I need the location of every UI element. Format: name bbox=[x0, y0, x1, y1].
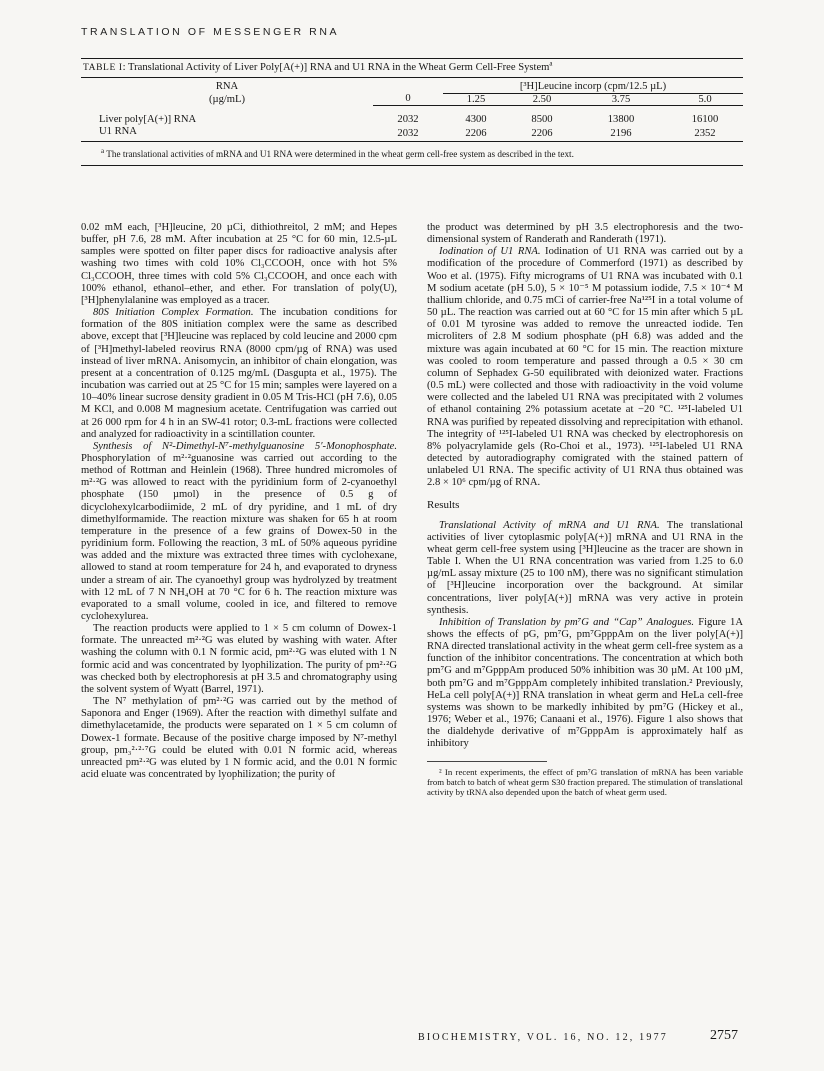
paragraph-text: the product was determined by pH 3.5 electrophoresis and the two-dimensional system of Randerath and Randerath (1971). bbox=[427, 222, 743, 246]
table-1 bbox=[81, 58, 743, 166]
paragraph-text: Phosphorylation of m²·²guanosine was carried out according to the method of Rottman and Heinlein (1968). Three hundred micromoles of m²·²G was allowed to react with the pyridinium form of 2-cyanoethyl phosphate (150 µmol) in the presence of 0.5 g of dicyclohexylcarbodiimide, 2 mL of dry pyridine, and 1 mL of dry dimethylformamide. The reaction mixture was shaken for 65 h at room temperature in the presence of a few grains of Dowex-50 in the pyridinium form. Following the reaction, 3 mL of 50% aqueous pyridine was added and the mixture was extracted three times with cyclohexane, allowed to stand at room temperature for 24 h, and evaporated to dryness under a stream of air. The cyanoethyl group was hydrolyzed by treatment with 12 mL of 7 N NH₄OH at 70 °C for 6 h. The reaction mixture was evaporated to a small volume, cooled in ice, and filtered to remove cyclohexylurea. bbox=[81, 452, 397, 622]
row-header-units: (µg/mL) bbox=[208, 93, 246, 105]
table-row bbox=[81, 114, 743, 126]
table-cell: 2032 bbox=[397, 127, 419, 139]
table-title: : Translational Activity of Liver Poly[A(+)] RNA and U1 RNA in the Wheat Germ Cell-Free System bbox=[122, 62, 550, 73]
table-footnote-mark: a bbox=[101, 146, 105, 155]
paragraph bbox=[427, 246, 743, 489]
paragraph bbox=[81, 441, 397, 623]
footnote-rule bbox=[427, 761, 547, 762]
paragraph bbox=[427, 222, 743, 246]
row-label: U1 RNA bbox=[99, 125, 137, 137]
section-heading: Results bbox=[427, 499, 460, 512]
right-column bbox=[427, 222, 743, 797]
paragraph bbox=[81, 623, 397, 696]
table-grid bbox=[81, 78, 743, 141]
table-title-mark: a bbox=[549, 59, 553, 68]
table-cell: 4300 bbox=[465, 114, 487, 125]
table-footnote-text: The translational activities of mRNA and U1 RNA were determined in the wheat germ cell-free system as described in the text. bbox=[106, 149, 574, 159]
paragraph-text: The N⁷ methylation of pm²·²G was carried out by the method of Saponora and Enger (1969). After the reaction with dimethyl sulfate and dimethylacetamide, the products were separated on 1 × 5 cm column of Dowex-1 formate. Because of the positive charge imposed by N⁷-methyl group, pm₃²·²·⁷G could be eluted with 0.01 N formic acid, whereas unreacted pm²·²G was eluted by 1 N formic acid, and the 0.01 N formic acid eluate was concentrated by lyophilization; the purity of bbox=[81, 696, 397, 781]
left-column bbox=[81, 222, 397, 781]
paragraph bbox=[427, 617, 743, 751]
paragraph bbox=[81, 222, 397, 307]
table-cell: 16100 bbox=[691, 114, 719, 125]
running-head: TRANSLATION OF MESSENGER RNA bbox=[81, 26, 340, 38]
column-header: 5.0 bbox=[667, 93, 743, 106]
table-cell: 2206 bbox=[531, 127, 553, 139]
run-in-heading: Iodination of U1 RNA. bbox=[439, 246, 541, 258]
column-header: 2.50 bbox=[509, 93, 575, 106]
table-label: TABLE I bbox=[83, 63, 123, 73]
table-cell: 13800 bbox=[607, 114, 635, 125]
table-cell: 2352 bbox=[694, 127, 716, 139]
table-caption bbox=[81, 59, 743, 77]
table-cell: 8500 bbox=[531, 114, 553, 125]
column-header: 3.75 bbox=[575, 93, 667, 106]
paragraph bbox=[81, 696, 397, 781]
paragraph-text: 0.02 mM each, [³H]leucine, 20 µCi, dithiothreitol, 2 mM; and Hepes buffer, pH 7.6, 28 mM. After incubation at 25 °C for 60 min, 12.5-µL samples were spotted on filter paper discs for radioactive analysis after washing two times with cold 10% Cl₃CCOOH, once with hot 5% Cl₃CCOOH, three times with cold 5% Cl₃CCOOH, and once each with 100% ethanol, ethanol–ether, and ether. For translation of poly(U), [³H]phenylalanine was employed as a tracer. bbox=[81, 222, 397, 306]
page-number: 2757 bbox=[710, 1028, 738, 1043]
run-in-heading: Synthesis of N²-Dimethyl-N⁷-methylguanosine 5′-Monophosphate. bbox=[93, 440, 397, 452]
paragraph-text: The translational activities of liver cytoplasmic poly[A(+)] mRNA and U1 RNA in the wheat germ cell-free system using [³H]leucine as the tracer are shown in Table I. When the U1 RNA concentration was varied from 1.25 to 6.0 µg/mL assay mixture (25 to 100 nM), there was no significant stimulation of [³H]leucine incorporation over the background. At similar concentrations, liver poly[A(+)] mRNA was very active in protein synthesis. bbox=[427, 519, 743, 616]
column-header: 0 bbox=[373, 93, 443, 106]
table-footnote bbox=[81, 142, 743, 165]
paragraph bbox=[81, 307, 397, 441]
row-header-rna: RNA bbox=[215, 81, 239, 93]
paragraph-text: The reaction products were applied to 1 × 5 cm column of Dowex-1 formate. The unreacted m²·²G was eluted by washing with water. After washing the column with 0.1 N formic acid, pm²·²G was eluted with 1 N formic acid and was concentrated by lyophilization. The purity of pm²·²G was checked both by electrophoresis at pH 3.5 and chromatography using the solvent system of Wyatt (Barrel, 1971). bbox=[81, 623, 397, 695]
paragraph bbox=[427, 520, 743, 617]
table-bottom-rule bbox=[81, 165, 743, 166]
paragraph-text: Figure 1A shows the effects of pG, pm⁷G, pm⁷GpppAm on the liver poly[A(+)] RNA directed translational activity in the wheat germ cell-free system as a function of the inhibitor concentrations. The concentration at which both pm⁷G and m⁷GpppAm produced 50% inhibition was 30 µM. At 100 µM, both pm⁷G and m⁷GpppAm completely inhibited translation.² Previously, HeLa cell poly[A(+)] RNA translation in wheat germ and HeLa cell-free systems was shown to be markedly inhibited by pm⁷G (Hickey et al., 1976; Weber et al., 1976; Canaani et al., 1976). Figure 1 also shows that the dialdehyde derivative of m⁷GpppAm is approximately half as inhibitory bbox=[427, 616, 743, 750]
table-cell: 2206 bbox=[465, 127, 487, 139]
paragraph-text: The incubation conditions for formation of the 80S initiation complex were the same as described above, except that [³H]leucine was replaced by cold leucine and 2000 cpm of [³H]methyl-labeled reovirus RNA (8000 cpm/µg of RNA) was used instead of liver mRNA. Anisomycin, an inhibitor of chain elongation, was present at a concentration of 0.125 mg/mL (Dasgupta et al., 1975). The incubation was carried out at 25 °C for 15 min; samples were layered on a 10–40% linear sucrose density gradient in 0.05 M Tris-HCl (pH 7.6), 0.05 M KCl, and 0.008 M magnesium acetate. Centrifugation was carried out at 26 000 rpm for 4 h in an SW-41 rotor; 0.3-mL fractions were collected and analyzed for radioactivity in a scintillation counter. bbox=[81, 307, 397, 440]
table-row bbox=[81, 126, 743, 142]
footnote: ² In recent experiments, the effect of pm⁷G translation of mRNA has been variable from batch to batch of wheat germ S30 fraction prepared. The stimulation of translational activity by tRNA also depended upon the batch of wheat germ used. bbox=[427, 766, 743, 797]
row-label: Liver poly[A(+)] RNA bbox=[99, 114, 197, 125]
column-header: 1.25 bbox=[443, 93, 509, 106]
table-cell: 2196 bbox=[610, 127, 632, 139]
span-header-text: [³H]Leucine incorp (cpm/12.5 µL) bbox=[519, 81, 667, 92]
paragraph-text: Iodination of U1 RNA was carried out by a modification of the procedure of Commerford (1971) as described by Woo et al. (1975). Fifty micrograms of U1 RNA was incubated with 0.1 M sodium acetate (pH 5.0), 5 × 10⁻⁵ M potassium iodide, 7.5 × 10⁻⁴ M thallium chloride, and 0.75 mCi of carrier-free Na¹²⁵I in a total volume of 50 µL. The reaction was carried out at 60 °C for 15 min after which 5 µL of 0.01 M tyrosine was added to remove the unreacted iodide. Ten microliters of 2.8 M sodium phosphate (pH 6.8) was added and the mixture was again incubated at 60 °C for 15 min. The reaction mixture was cooled to room temperature and passed through a 0.5 × 30 cm column of Sephadex G-50 equilibrated with deionized water. Fractions (0.5 mL) were collected and those with radioactivity in the void volume were collected and the labeled U1 RNA was precipitated with 2 volumes of ethanol containing 2% potassium acetate at −20 °C. ¹²⁵I-labeled U1 RNA was purified by repeated dissolving and reprecipitation with ethanol. The integrity of ¹²⁵I-labeled U1 RNA was checked by electrophoresis on 8% polyacrylamide gels (Ro-Choi et al., 1973). ¹²⁵I-labeled U1 RNA detected by autoradiography comigrated with the stained pattern of unlabeled U1 RNA. The specific activity of U1 RNA thus obtained was 2.8 × 10⁶ cpm/µg of RNA. bbox=[427, 246, 743, 489]
journal-footer: BIOCHEMISTRY, VOL. 16, NO. 12, 1977 bbox=[418, 1032, 668, 1043]
column-span-header bbox=[443, 78, 743, 93]
run-in-heading: Inhibition of Translation by pm⁷G and “Cap” Analogues. bbox=[439, 616, 695, 628]
table-cell: 2032 bbox=[397, 114, 419, 125]
run-in-heading: 80S Initiation Complex Formation. bbox=[93, 307, 254, 319]
run-in-heading: Translational Activity of mRNA and U1 RNA. bbox=[439, 519, 660, 531]
